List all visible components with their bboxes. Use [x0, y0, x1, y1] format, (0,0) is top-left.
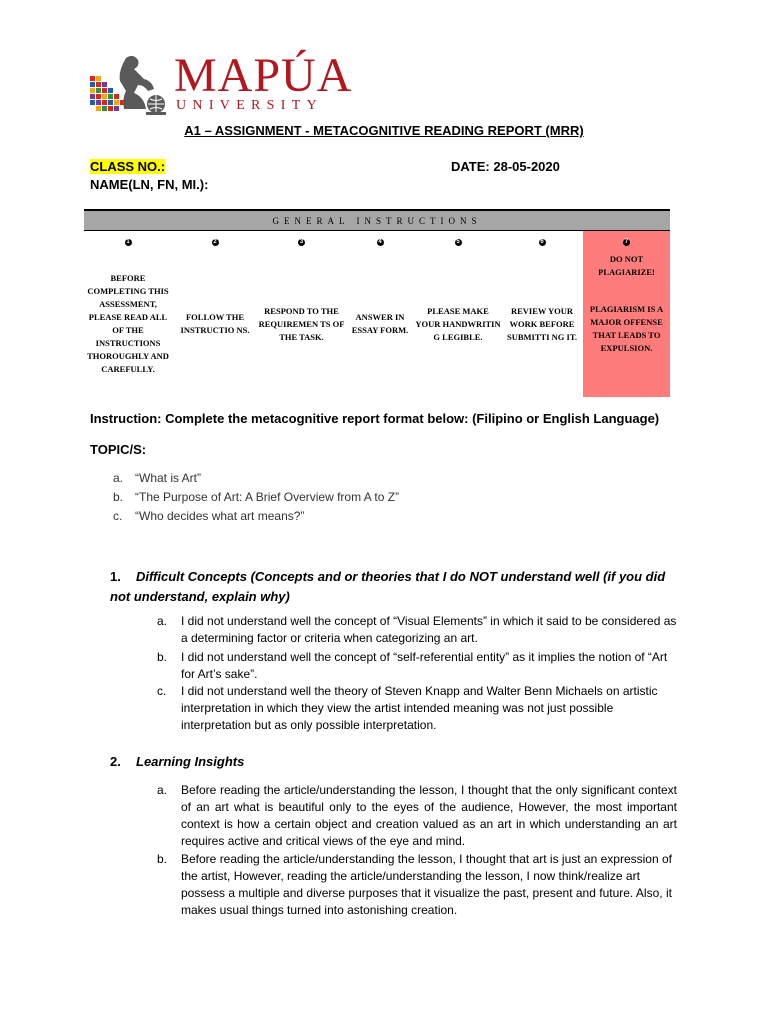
instruction-cell: PLEASE MAKE YOUR HANDWRITIN G LEGIBLE.: [415, 305, 501, 342]
list-item: a. I did not understand well the concept of “Visual Elements” in which it said to be considered as a determining factor or criteria when categorizing an art.: [157, 614, 677, 645]
instruction-cell: FOLLOW THE INSTRUCTIO NS.: [180, 312, 250, 335]
plagiarism-warning-cell: [583, 251, 670, 397]
number-badge: 3: [299, 239, 304, 245]
instruction-text: Instruction: Complete the metacognitive report format below: (Filipino or English Language): [90, 411, 660, 426]
number-badge: 7: [624, 239, 629, 245]
instruction-cell: RESPOND TO THE REQUIREMEN TS OF THE TASK.: [258, 305, 345, 342]
section-heading: 2. Learning Insights: [110, 754, 245, 769]
class-no-label: CLASS NO.:: [90, 159, 166, 174]
logo-subtitle: UNIVERSITY: [176, 98, 323, 113]
class-no-field: [90, 159, 165, 174]
instruction-number-row: [84, 231, 670, 252]
instruction-cell: BEFORE COMPLETING THIS ASSESSMENT, PLEASE READ ALL OF THE INSTRUCTIONS THOROUGHLY AND CAREFULLY.: [87, 273, 169, 374]
topic-item: b. “The Purpose of Art: A Brief Overview from A to Z”: [113, 490, 400, 504]
number-badge: 5: [456, 239, 460, 245]
list-item: a. Before reading the article/understanding the lesson, I thought that the only significant context of an art what is beautiful only to the eyes of the audience, However, the most important context is how a certain object and creation valued as an art in which understanding an art requires active and critical views of the eye and mind.: [157, 783, 677, 848]
general-instructions-table: [84, 209, 670, 397]
list-item: b. Before reading the article/understanding the lesson, I thought that art is just an expression of the artist, However, reading the article/understanding the lesson, I now think/realize art possess a multiple and diverse purposes that it visualize the past, present and future. Also, it makes usual things turned into astonishing creation.: [157, 852, 672, 917]
section-heading: 1. Difficult Concepts (Concepts and or theories that I do NOT understand well (if you did not understand, explain why): [110, 569, 666, 604]
number-badge: 1: [126, 239, 130, 245]
number-badge: 2: [213, 239, 217, 245]
plagiarism-warning-top: DO NOT PLAGIARIZE!: [598, 254, 655, 277]
document-title: A1 – ASSIGNMENT - METACOGNITIVE READING REPORT (MRR): [184, 123, 584, 138]
topic-item: a. “What is Art”: [113, 471, 202, 485]
plagiarism-warning-bottom: PLAGIARISM IS A MAJOR OFFENSE THAT LEADS TO EXPULSION.: [589, 304, 664, 353]
date-field: DATE: 28-05-2020: [451, 159, 560, 174]
number-badge: 4: [378, 239, 382, 245]
instruction-text-row: [84, 251, 670, 397]
number-badge: 6: [540, 239, 544, 245]
instructions-heading: GENERAL INSTRUCTIONS: [84, 210, 670, 231]
name-field: NAME(LN, FN, MI.):: [90, 177, 209, 192]
list-item: b. I did not understand well the concept of “self-referential entity” as it implies the notion of “Art for Art’s sake”.: [157, 650, 668, 681]
university-logo-icon: [86, 50, 174, 118]
topics-label: TOPIC/S:: [90, 442, 147, 457]
topic-item: c. “Who decides what art means?”: [113, 509, 305, 523]
instruction-cell: ANSWER IN ESSAY FORM.: [351, 312, 409, 335]
logo-wordmark: MAPÚA: [174, 49, 353, 102]
instruction-cell: REVIEW YOUR WORK BEFORE SUBMITTI NG IT.: [507, 305, 577, 342]
instructions-header-row: [84, 210, 670, 231]
list-item: c. I did not understand well the theory of Steven Knapp and Walter Benn Michaels on artistic interpretation in which they view the artist intended meaning was not just possible interpretation but as only possible interpretation.: [157, 684, 658, 732]
